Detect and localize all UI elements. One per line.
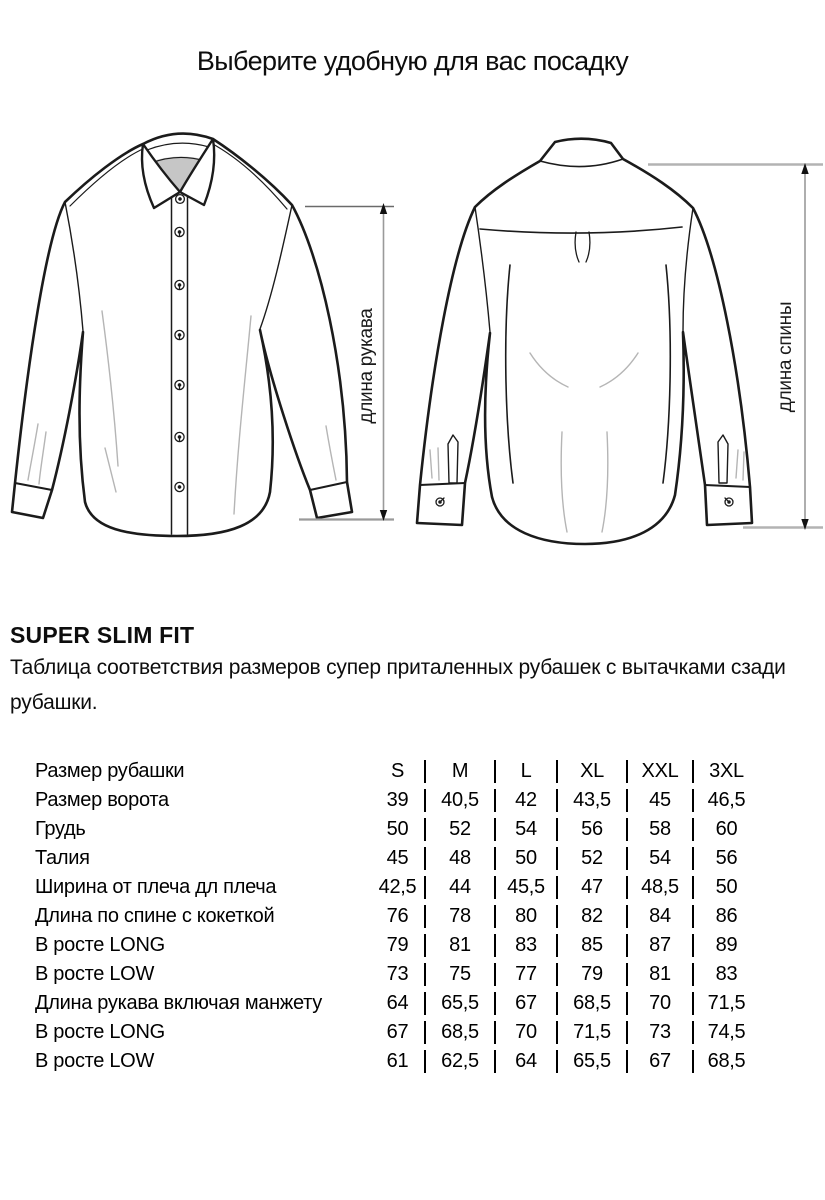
value-cell: 76	[386, 905, 409, 927]
size-table-header-row	[35, 757, 760, 786]
size-header-cell: L	[495, 757, 557, 786]
size-header-cell: XXL	[627, 757, 693, 786]
value-cell: 87	[627, 931, 693, 960]
value-cell: 54	[495, 815, 557, 844]
value-cell: 68,5	[557, 989, 627, 1018]
size-table	[35, 757, 760, 1076]
size-header-cell: M	[425, 757, 495, 786]
value-cell: 56	[557, 815, 627, 844]
value-cell: 89	[693, 931, 760, 960]
value-cell: 48,5	[627, 873, 693, 902]
value-cell: 75	[425, 960, 495, 989]
value-cell: 85	[557, 931, 627, 960]
value-cell: 56	[693, 844, 760, 873]
page-title: Выберите удобную для вас посадку	[196, 46, 629, 76]
table-row	[35, 989, 760, 1018]
value-cell: 79	[386, 934, 409, 956]
value-cell: 81	[425, 931, 495, 960]
value-cell: 67	[495, 989, 557, 1018]
value-cell: 64	[495, 1047, 557, 1076]
table-row	[35, 931, 760, 960]
value-cell: 83	[693, 960, 760, 989]
value-cell: 65,5	[557, 1047, 627, 1076]
row-label-cell: Размер рубашки	[35, 760, 185, 782]
value-cell: 50	[693, 873, 760, 902]
size-header-cell: S	[390, 760, 405, 782]
value-cell: 60	[693, 815, 760, 844]
section-heading: SUPER SLIM FIT	[10, 622, 195, 648]
value-cell: 46,5	[693, 786, 760, 815]
table-row	[35, 786, 760, 815]
value-cell: 71,5	[693, 989, 760, 1018]
row-label-cell: Ширина от плеча дл плеча	[35, 876, 277, 898]
table-row	[35, 902, 760, 931]
row-label-cell: В росте LONG	[35, 1021, 165, 1043]
value-cell: 39	[386, 789, 409, 811]
table-row	[35, 1018, 760, 1047]
value-cell: 70	[627, 989, 693, 1018]
value-cell: 70	[495, 1018, 557, 1047]
value-cell: 45,5	[495, 873, 557, 902]
value-cell: 80	[495, 902, 557, 931]
value-cell: 77	[495, 960, 557, 989]
value-cell: 50	[495, 844, 557, 873]
size-table-body	[35, 757, 760, 1076]
value-cell: 48	[425, 844, 495, 873]
value-cell: 58	[627, 815, 693, 844]
table-row	[35, 1047, 760, 1076]
row-label-cell: Грудь	[35, 818, 86, 840]
value-cell: 64	[386, 992, 409, 1014]
value-cell: 74,5	[693, 1018, 760, 1047]
value-cell: 45	[627, 786, 693, 815]
value-cell: 54	[627, 844, 693, 873]
value-cell: 78	[425, 902, 495, 931]
table-row	[35, 844, 760, 873]
size-header-cell: 3XL	[693, 757, 760, 786]
value-cell: 86	[693, 902, 760, 931]
sleeve-length-label: длина рукава	[356, 308, 377, 424]
value-cell: 67	[386, 1021, 409, 1043]
value-cell: 67	[627, 1047, 693, 1076]
value-cell: 50	[386, 818, 409, 840]
value-cell: 73	[386, 963, 409, 985]
value-cell: 79	[557, 960, 627, 989]
value-cell: 82	[557, 902, 627, 931]
value-cell: 40,5	[425, 786, 495, 815]
row-label-cell: Длина рукава включая манжету	[35, 992, 322, 1014]
value-cell: 52	[557, 844, 627, 873]
value-cell: 83	[495, 931, 557, 960]
value-cell: 73	[627, 1018, 693, 1047]
row-label-cell: Длина по спине с кокеткой	[35, 905, 275, 927]
back-length-label: длина спины	[775, 301, 796, 413]
value-cell: 61	[386, 1050, 409, 1072]
table-row	[35, 815, 760, 844]
value-cell: 45	[386, 847, 409, 869]
value-cell: 44	[425, 873, 495, 902]
value-cell: 71,5	[557, 1018, 627, 1047]
value-cell: 68,5	[693, 1047, 760, 1076]
row-label-cell: В росте LONG	[35, 934, 165, 956]
row-label-cell: Размер ворота	[35, 789, 169, 811]
value-cell: 43,5	[557, 786, 627, 815]
row-label-cell: В росте LOW	[35, 1050, 155, 1072]
row-label-cell: Талия	[35, 847, 90, 869]
section-description: Таблица соответствия размеров супер приталенных рубашек с вытачками сзади рубашки.	[10, 656, 786, 714]
table-row	[35, 960, 760, 989]
table-row	[35, 873, 760, 902]
value-cell: 81	[627, 960, 693, 989]
value-cell: 42	[495, 786, 557, 815]
row-label-cell: В росте LOW	[35, 963, 155, 985]
size-header-cell: XL	[557, 757, 627, 786]
value-cell: 47	[557, 873, 627, 902]
value-cell: 65,5	[425, 989, 495, 1018]
value-cell: 52	[425, 815, 495, 844]
sleeve-length-dimension	[299, 203, 394, 521]
value-cell: 84	[627, 902, 693, 931]
value-cell: 62,5	[425, 1047, 495, 1076]
value-cell: 68,5	[425, 1018, 495, 1047]
value-cell: 42,5	[378, 876, 417, 898]
